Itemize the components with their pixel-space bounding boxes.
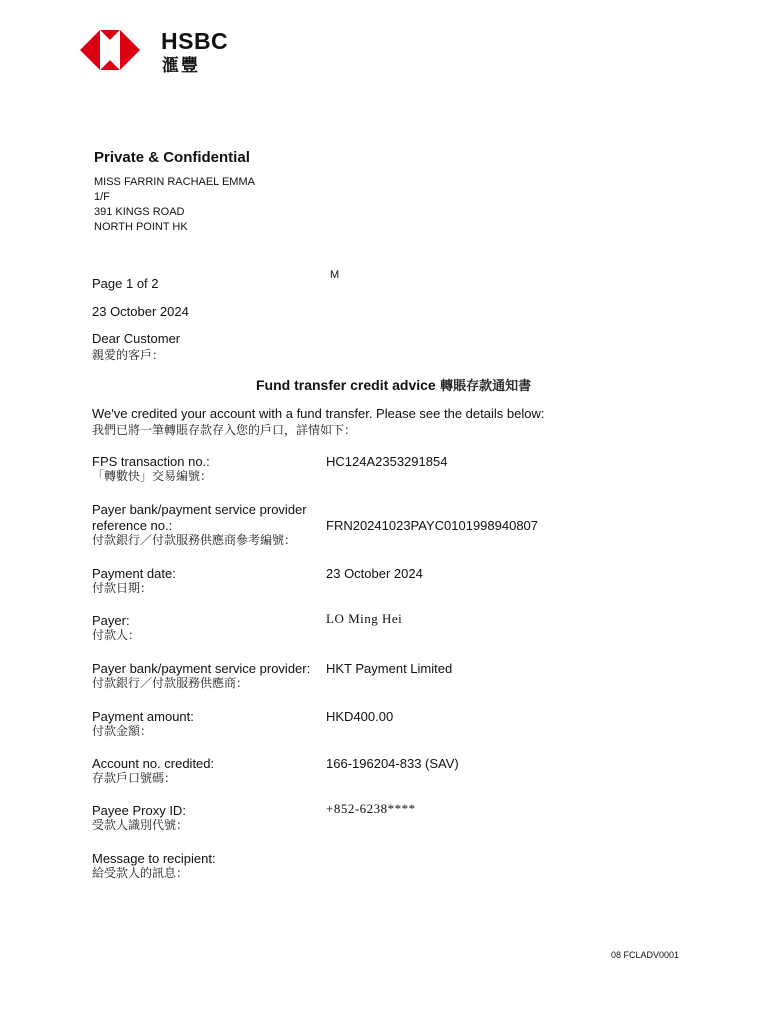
payer-bank-label [92,661,310,691]
form-code: 08 FCLADV0001 [611,950,680,960]
fps-transaction-label [92,454,212,484]
payee-proxy-label [92,803,188,833]
payment-date-label [92,566,176,596]
title-zh: 轉賬存款通知書 [440,379,532,394]
proxy-label-en: Payee Proxy ID: [92,803,186,818]
proxy-label-zh: 受款人識別代號： [92,818,189,832]
message-label-zh: 給受款人的訊息： [92,866,189,880]
document-title [256,375,531,395]
message-label-en: Message to recipient: [92,851,216,866]
payer-label-zh: 付款人： [92,628,141,642]
intro-en: We've credited your account with a fund transfer. Please see the details below: [92,406,545,421]
brand-name-chinese: 滙豐 [162,56,200,76]
confidential-heading: Private & Confidential [94,149,250,166]
address-line: 1/F [94,191,110,203]
account-credited-value: 166-196204-833 (SAV) [326,756,459,771]
address-line: MISS FARRIN RACHAEL EMMA [94,176,255,188]
title-en: Fund transfer credit advice [256,377,436,393]
salutation-en: Dear Customer [92,331,181,346]
payee-proxy-value: +852-6238**** [326,801,416,816]
intro-zh: 我們已將一筆轉賬存款存入您的戶口，詳情如下： [92,423,357,437]
fps-transaction-value: HC124A2353291854 [326,454,448,469]
payer-label [92,613,140,643]
bank-label-zh: 付款銀行／付款服務供應商： [92,676,249,690]
reference-value: FRN20241023PAYC0101998940807 [326,518,539,533]
page-number: Page 1 of 2 [92,276,159,291]
payment-date-value: 23 October 2024 [326,566,423,581]
letter-date: 23 October 2024 [92,304,189,319]
date-label-en: Payment date: [92,566,176,581]
brand-name: HSBC [161,28,229,54]
payer-value: LO Ming Hei [326,611,403,626]
account-credited-label [92,756,214,786]
payer-label-en: Payer: [92,613,130,628]
recipient-address [94,175,255,235]
amount-label-zh: 付款金額： [92,724,153,738]
payment-amount-label [92,709,194,739]
address-line: NORTH POINT HK [94,221,188,233]
payer-bank-value: HKT Payment Limited [326,661,453,676]
amount-label-en: Payment amount: [92,709,194,724]
message-label [92,851,216,881]
bank-label-en: Payer bank/payment service provider: [92,661,311,676]
payment-amount-value: HKD400.00 [326,709,394,724]
fps-label-en: FPS transaction no.: [92,454,210,469]
account-label-zh: 存款戶口號碼： [92,771,177,785]
ref-label-zh: 付款銀行／付款服務供應商參考編號： [92,533,297,547]
reference-label [92,502,307,548]
ref-label-en2: reference no.: [92,518,173,533]
address-line: 391 KINGS ROAD [94,206,185,218]
mail-marker: M [330,269,340,281]
account-label-en: Account no. credited: [92,756,215,771]
ref-label-en1: Payer bank/payment service provider [92,502,307,517]
fps-label-zh: 「轉數快」交易編號： [92,469,213,483]
salutation-zh: 親愛的客戶： [92,348,165,362]
date-label-zh: 付款日期： [92,581,153,595]
